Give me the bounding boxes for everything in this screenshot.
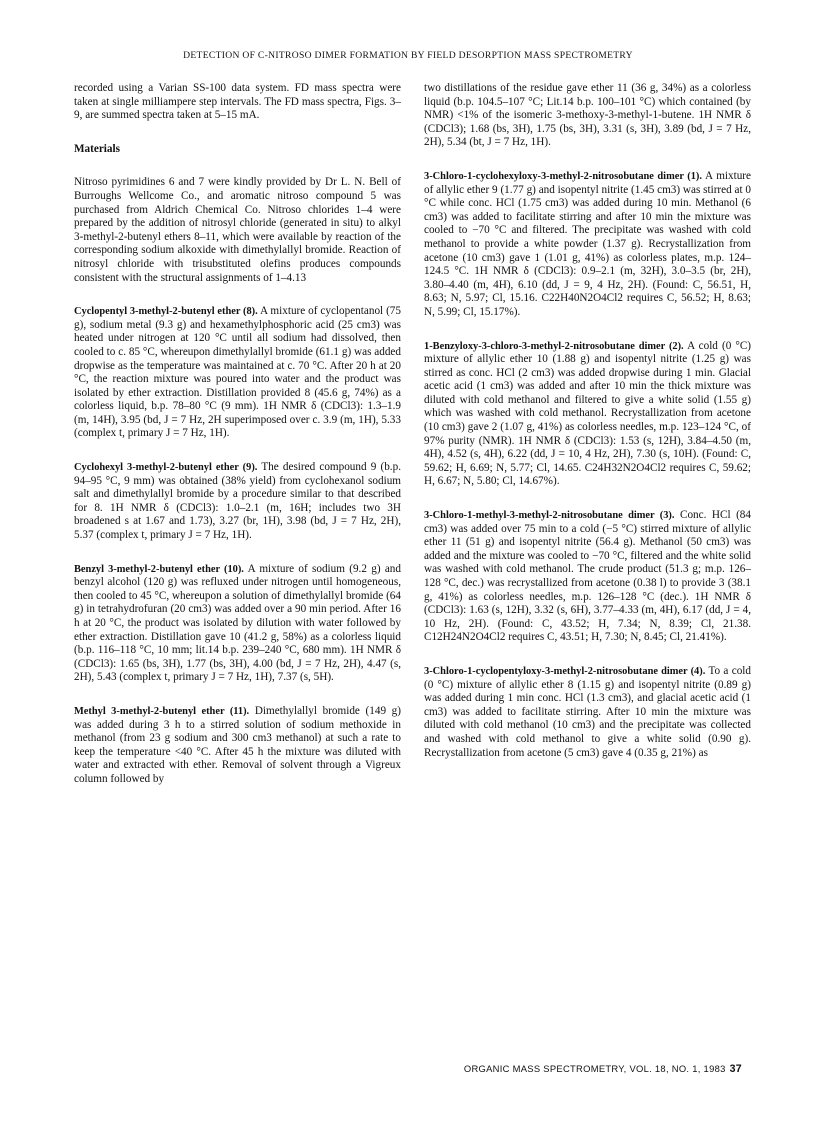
left-column (74, 82, 401, 807)
procedure-body-dimer-3: Conc. HCl (84 cm3) was added over 75 min to a cold (−5 °C) stirred mixture of allylic ether 11 (51 g) and isopentyl nitrite (56.4 g). Methanol (50 cm3) was added and the mixture was cooled to −70 °C, filtered and the white solid was washed with cold methanol. The crude product (51.3 g; m.p. 126–128 °C, dec.) was recrystallized from acetone (0.38 l) to provide 3 (38.1 g, 41%) as colorless needles, m.p. 126–128 °C (dec.). 1H NMR δ (CDCl3): 1.63 (s, 12H), 3.32 (s, 6H), 3.77–4.33 (m, 4H), 6.17 (dd, J = 4, 10 Hz, 2H). (Found: C, 43.52; H, 7.34; N, 8.39; Cl, 21.38. C12H24N2O4Cl2 requires C, 43.51; H, 7.30; N, 8.45; Cl, 21.41%). (424, 509, 751, 644)
page-number: 37 (729, 1063, 742, 1075)
journal-citation: ORGANIC MASS SPECTROMETRY, VOL. 18, NO. 1, 1983 (463, 1063, 726, 1074)
compound-title-9: Cyclohexyl 3-methyl-2-butenyl ether (9). (74, 462, 258, 474)
procedure-ether-11 (74, 705, 401, 787)
procedure-dimer-3 (424, 509, 751, 645)
procedure-ether-8 (74, 305, 401, 441)
procedure-body-10: A mixture of sodium (9.2 g) and benzyl alcohol (120 g) was refluxed under nitrogen until homogeneous, then cooled to 45 °C, whereupon a solution of dimethylallyl bromide (64 g) in tetrahydrofuran (20 cm3) was added over a 90 min period. After 16 h at 20 °C, the product was isolated by dilution with water followed by ether extraction. Distillation gave 10 (41.2 g, 58%) as a colorless liquid (b.p. 116–118 °C, 10 mm; lit.14 b.p. 239–240 °C, 680 mm). 1H NMR δ (CDCl3): 1.65 (bs, 3H), 1.77 (bs, 3H), 4.00 (bd, J = 7 Hz, 2H), 4.47 (s, 2H), 5.43 (complex t, primary J = 7 Hz, 1H), 7.37 (s, 5H). (74, 562, 401, 684)
compound-title-10: Benzyl 3-methyl-2-butenyl ether (10). (74, 563, 244, 575)
procedure-ether-10 (74, 563, 401, 685)
procedure-dimer-4 (424, 665, 751, 760)
section-heading-materials: Materials (74, 142, 120, 155)
procedure-dimer-2 (424, 340, 751, 490)
procedure-ether-9 (74, 461, 401, 543)
procedure-body-dimer-2: A cold (0 °C) mixture of allylic ether 10 (1.88 g) and isopentyl nitrite (1.25 g) was stirred as conc. HCl (2 cm3) was added dropwise during 1 min. Glacial acetic acid (1 cm3) was added and after 10 min the thick mixture was diluted with cold methanol and filtered to give a white solid (1.55 g) which was washed with cold methanol. Recrystallization from acetone (10 cm3) gave 2 (1.07 g, 41%) as colorless needles, m.p. 123–124 °C, of 97% purity (NMR). 1H NMR δ (CDCl3): 1.53 (s, 12H), 3.84–4.50 (m, 4H), 4.52 (s, 4H), 6.22 (dd, J = 10, 4 Hz, 2H), 7.30 (s, 10H). (Found: C, 59.62; H, 6.69; N, 5.77; Cl, 14.65. C24H32N2O4Cl2 requires C, 59.62; H, 6.67; N, 5.80; Cl, 14.67%). (424, 339, 752, 488)
page-footer (464, 1063, 742, 1075)
compound-title-dimer-2: 1-Benzyloxy-3-chloro-3-methyl-2-nitrosobutane dimer (2). (424, 340, 684, 352)
compound-title-dimer-4: 3-Chloro-1-cyclopentyloxy-3-methyl-2-nitrosobutane dimer (4). (424, 665, 706, 677)
continuation-paragraph: two distillations of the residue gave ether 11 (36 g, 34%) as a colorless liquid (b.p. 104.5–107 °C; Lit.14 b.p. 100–101 °C) which contained (by NMR) <1% of the isomeric 3-methoxy-3-methyl-1-butene. 1H NMR δ (CDCl3); 1.68 (bs, 3H), 1.75 (bs, 3H), 3.31 (s, 3H), 3.89 (bd, J = 7 Hz, 2H), 5.34 (bt, J = 7 Hz, 1H). (424, 82, 751, 149)
compound-title-dimer-1: 3-Chloro-1-cyclohexyloxy-3-methyl-2-nitrosobutane dimer (1). (424, 170, 702, 182)
right-column (424, 82, 751, 764)
procedure-body-dimer-1: A mixture of allylic ether 9 (1.77 g) and isopentyl nitrite (1.45 cm3) was stirred at 0 °C while conc. HCl (1.75 cm3) was added during 10 min. Methanol (6 cm3) was added to facilitate stirring and after 10 min the mixture was cooled to −70 °C and filtered. The precipitate was washed with cold methanol to provide a white powder (1.37 g). Recrystallization from acetone (10 cm3) gave 1 (1.01 g, 41%) as colorless plates, m.p. 124–124.5 °C. 1H NMR δ (CDCl3): 0.9–2.1 (m, 32H), 3.0–3.5 (br, 2H), 3.80–4.40 (m, 4H), 6.10 (dd, J = 9, 4 Hz, 2H). (Found: C, 56.51, H, 8.63; N, 5.97; Cl, 15.16. C22H40N2O4Cl2 requires C, 56.52; H, 8.63; N, 5.99; Cl, 15.17%). (424, 169, 751, 318)
procedure-body-8: A mixture of cyclopentanol (75 g), sodium metal (9.3 g) and hexamethylphosphoric acid (25 cm3) was heated under nitrogen at 120 °C until all sodium had dissolved, then cooled to c. 85 °C, whereupon dimethylallyl bromide (61.1 g) was added dropwise as the temperature was maintained at c. 70 °C. After 20 h at 20 °C, the reaction mixture was poured into water and the product was isolated by ether extraction. Distillation provided 8 (45.6 g, 74%) as a colorless liquid, b.p. 78–80 °C (9 mm). 1H NMR δ (CDCl3): 1.3–1.9 (m, 14H), 3.95 (bd, J = 7 Hz, 2H superimposed over c. 3.9 (m, 1H), 5.33 (complex t, primary J = 7 Hz, 1H). (74, 305, 401, 440)
procedure-body-11: Dimethylallyl bromide (149 g) was added during 3 h to a stirred solution of sodium methoxide in methanol (from 23 g sodium and 300 cm3 methanol) at such a rate to keep the temperature <40 °C. After 45 h the mixture was diluted with water and extracted with ether. Removal of solvent through a Vigreux column followed by (74, 704, 401, 785)
compound-title-8: Cyclopentyl 3-methyl-2-butenyl ether (8). (74, 306, 258, 318)
running-head: DETECTION OF C-NITROSO DIMER FORMATION BY FIELD DESORPTION MASS SPECTROMETRY (183, 50, 633, 61)
intro-paragraph: recorded using a Varian SS-100 data system. FD mass spectra were taken at single milliampere step intervals. The FD mass spectra, Figs. 3–9, are summed spectra taken at 5–15 mA. (74, 82, 401, 122)
procedure-dimer-1 (424, 170, 751, 320)
procedure-body-dimer-4: To a cold (0 °C) mixture of allylic ether 8 (1.15 g) and isopentyl nitrite (0.89 g) was added during 1 min conc. HCl (1.3 cm3), and glacial acetic acid (1 cm3) was added to facilitate stirring. After 10 min the mixture was diluted with cold methanol (10 cm3) and the precipitate was collected and washed with cold methanol to give a white solid (0.90 g). Recrystallization from acetone (5 cm3) gave 4 (0.35 g, 21%) as (424, 664, 751, 759)
materials-paragraph: Nitroso pyrimidines 6 and 7 were kindly provided by Dr L. N. Bell of Burroughs Wellcome Co., and aromatic nitroso compound 5 was purchased from Aldrich Chemical Co. Nitroso chlorides 1–4 were prepared by the addition of nitrosyl chloride (generated in situ) to alkyl 3-methyl-2-butenyl ethers 8–11, which were available by reaction of the corresponding sodium alkoxide with dimethylallyl bromide. Reaction of nitrosyl chloride with trisubstituted olefins produces compounds consistent with the structural assignments of 1–4.13 (74, 176, 401, 284)
compound-title-11: Methyl 3-methyl-2-butenyl ether (11). (74, 705, 250, 717)
compound-title-dimer-3: 3-Chloro-1-methyl-3-methyl-2-nitrosobutane dimer (3). (424, 510, 675, 522)
procedure-body-9: The desired compound 9 (b.p. 94–95 °C, 9 mm) was obtained (38% yield) from cyclohexanol sodium salt and dimethylallyl bromide by a procedure similar to that described for 8. 1H NMR δ (CDCl3): 1.0–2.1 (m, 16H; includes two 3H broadened s at 1.67 and 1.73), 3.27 (br, 1H), 3.98 (bd, J = 7 Hz, 2H), 5.37 (complex t, primary J = 7 Hz, 1H). (74, 461, 401, 542)
